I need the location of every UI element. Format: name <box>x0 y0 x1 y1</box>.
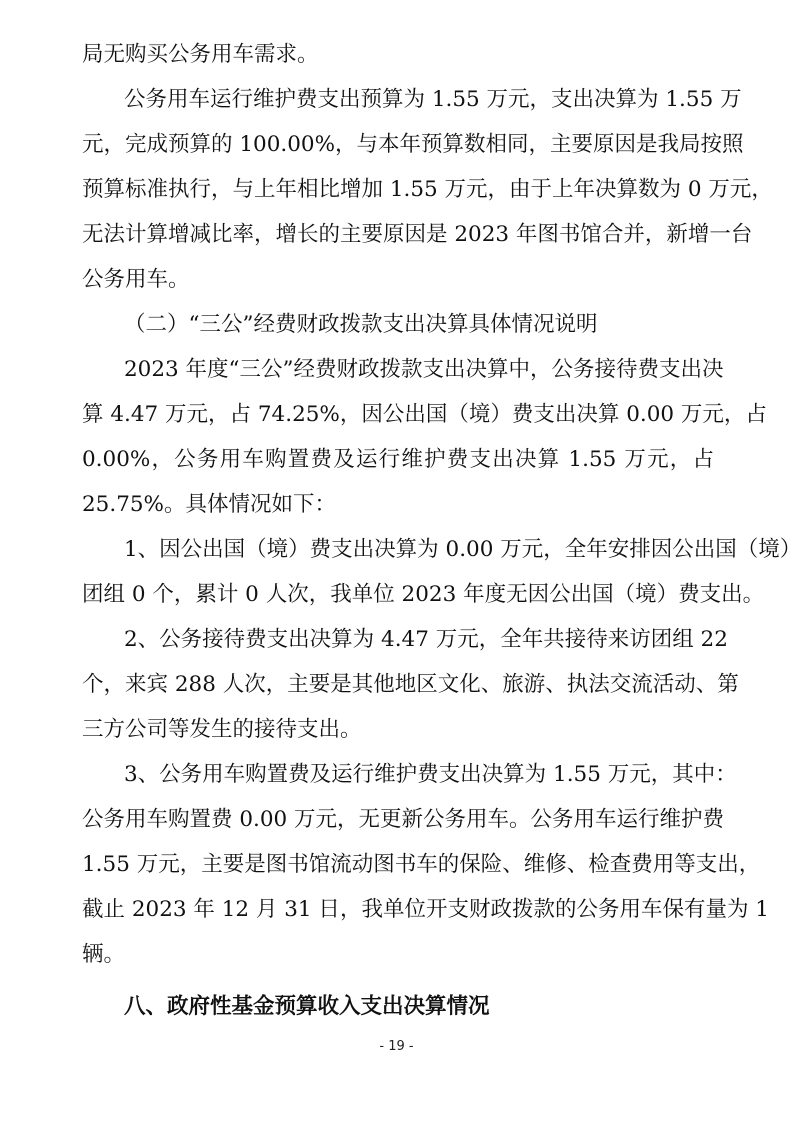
text-line-vehicles-4: 截止 2023 年 12 月 31 日，我单位开支财政拨款的公务用车保有量为 1 <box>82 897 769 922</box>
text-line-continuation: 局无购买公务用车需求。 <box>82 42 319 67</box>
text-line-summary-1: 2023 年度“三公”经费财政拨款支出决算中，公务接待费支出决 <box>124 357 724 382</box>
text-line-overseas-2: 团组 0 个，累计 0 人次，我单位 2023 年度无因公出国（境）费支出。 <box>82 582 765 607</box>
text-line-vehicles-5: 辆。 <box>82 942 126 967</box>
text-line-reception-3: 三方公司等发生的接待支出。 <box>82 717 362 742</box>
text-line-vehicle-maintenance-5: 公务用车。 <box>82 267 190 292</box>
section-heading-government-fund: 八、政府性基金预算收入支出决算情况 <box>124 994 490 1019</box>
text-line-vehicles-1: 3、公务用车购置费及运行维护费支出决算为 1.55 万元，其中： <box>124 762 737 787</box>
text-line-summary-4: 25.75%。具体情况如下： <box>82 492 336 517</box>
sub-heading-three-public-expenses: （二）“三公”经费财政拨款支出决算具体情况说明 <box>124 312 598 337</box>
text-line-overseas-1: 1、因公出国（境）费支出决算为 0.00 万元，全年安排因公出国（境） <box>124 537 801 562</box>
text-line-vehicle-maintenance-4: 无法计算增减比率，增长的主要原因是 2023 年图书馆合并，新增一台 <box>82 222 753 247</box>
text-line-summary-3: 0.00%，公务用车购置费及运行维护费支出决算 1.55 万元，占 <box>82 447 714 472</box>
text-line-summary-2: 算 4.47 万元，占 74.25%，因公出国（境）费支出决算 0.00 万元，占 <box>82 402 767 427</box>
text-line-vehicles-2: 公务用车购置费 0.00 万元，无更新公务用车。公务用车运行维护费 <box>82 807 725 832</box>
text-line-reception-1: 2、公务接待费支出决算为 4.47 万元，全年共接待来访团组 22 <box>124 627 728 652</box>
page-number: - 19 - <box>379 1039 414 1054</box>
text-line-vehicle-maintenance-2: 元，完成预算的 100.00%，与本年预算数相同，主要原因是我局按照 <box>82 132 744 157</box>
text-line-vehicle-maintenance-3: 预算标准执行，与上年相比增加 1.55 万元，由于上年决算数为 0 万元， <box>82 177 773 202</box>
text-line-vehicle-maintenance-1: 公务用车运行维护费支出预算为 1.55 万元，支出决算为 1.55 万 <box>124 87 742 112</box>
text-line-vehicles-3: 1.55 万元，主要是图书馆流动图书车的保险、维修、检查费用等支出， <box>82 852 761 877</box>
text-line-reception-2: 个，来宾 288 人次，主要是其他地区文化、旅游、执法交流活动、第 <box>82 672 739 697</box>
